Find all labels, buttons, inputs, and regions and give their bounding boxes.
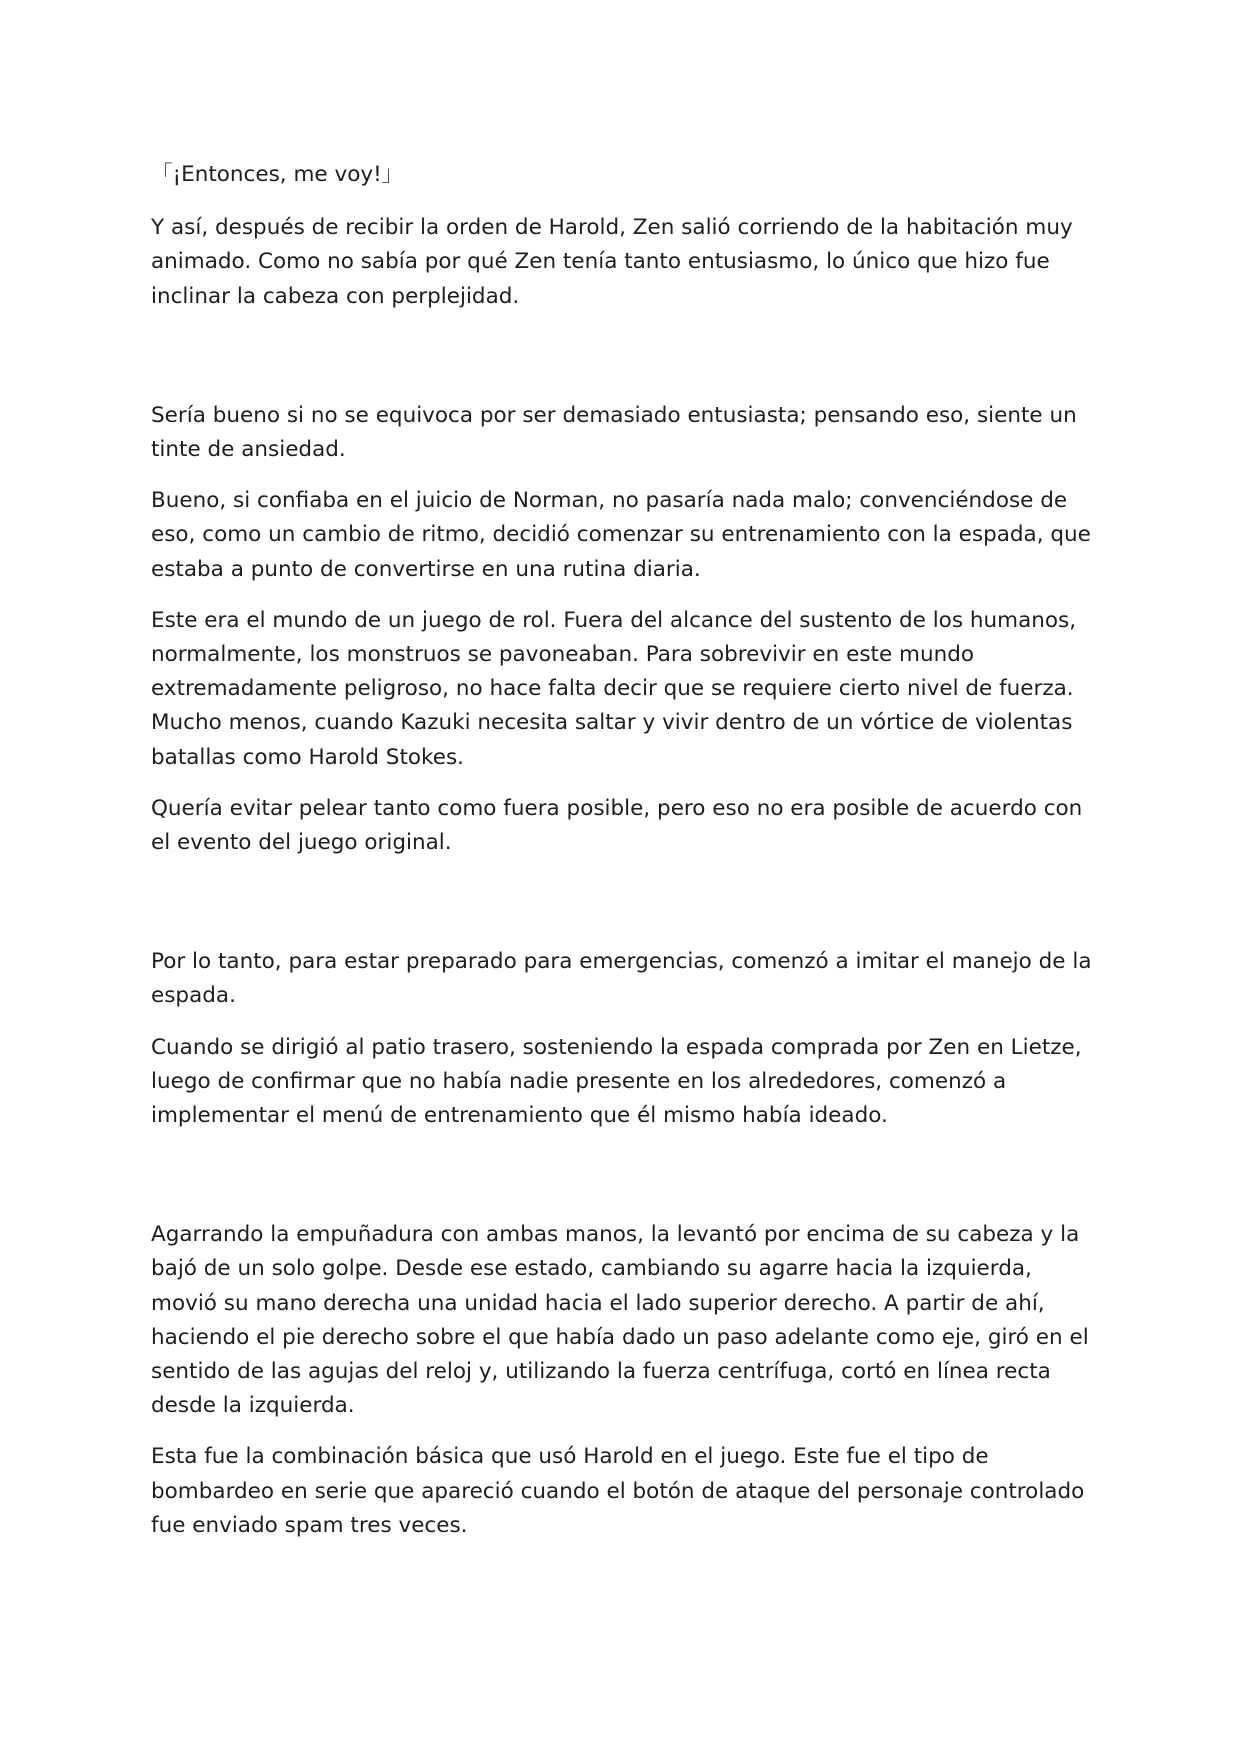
document-page xyxy=(151,158,1101,1560)
paragraph: Y así, después de recibir la orden de Harold, Zen salió corriendo de la habitación muy animado. Como no sabía por qué Zen tenía tanto entusiasmo, lo único que hizo fue inclinar la cabeza con perplejidad. xyxy=(151,215,1073,309)
paragraph: Sería bueno si no se equivoca por ser demasiado entusiasta; pensando eso, siente un tinte de ansiedad. xyxy=(151,402,1077,463)
paragraph: Agarrando la empuñadura con ambas manos, la levantó por encima de su cabeza y la bajó de un solo golpe. Desde ese estado, cambiando su agarre hacia la izquierda, movió su mano derecha una unidad hacia el lado superior derecho. A partir de ahí, haciendo el pie derecho sobre el que había dado un paso adelante como eje, giró en el sentido de las agujas del reloj y, utilizando la fuerza centrífuga, cortó en línea recta desde la izquierda. xyxy=(151,1222,1089,1419)
paragraph: Bueno, si confiaba en el juicio de Norman, no pasaría nada malo; convenciéndose de eso, como un cambio de ritmo, decidió comenzar su entrenamiento con la espada, que estaba a punto de convertirse en una rutina diaria. xyxy=(151,488,1091,582)
paragraph: Este era el mundo de un juego de rol. Fuera del alcance del sustento de los humanos, normalmente, los monstruos se pavoneaban. Para sobrevivir en este mundo extremadamente peligroso, no hace falta decir que se requiere cierto nivel de fuerza. Mucho menos, cuando Kazuki necesita saltar y vivir dentro de un vórtice de violentas batallas como Harold Stokes. xyxy=(151,607,1077,770)
paragraph: Quería evitar pelear tanto como fuera posible, pero eso no era posible de acuerdo con el evento del juego original. xyxy=(151,795,1083,856)
paragraph: Por lo tanto, para estar preparado para emergencias, comenzó a imitar el manejo de la espada. xyxy=(151,949,1092,1009)
section-spacer xyxy=(151,877,1101,945)
section-spacer xyxy=(151,1150,1101,1218)
dialogue-line: 「¡Entonces, me voy!」 xyxy=(151,162,404,187)
paragraph: Esta fue la combinación básica que usó Harold en el juego. Este fue el tipo de bombardeo en serie que apareció cuando el botón de ataque del personaje controlado fue enviado spam tres veces. xyxy=(151,1444,1085,1538)
section-spacer xyxy=(151,331,1101,399)
paragraph: Cuando se dirigió al patio trasero, sosteniendo la espada comprada por Zen en Lietze, luego de confirmar que no había nadie presente en los alrededores, comenzó a implementar el menú de entrenamiento que él mismo había ideado. xyxy=(151,1034,1082,1129)
